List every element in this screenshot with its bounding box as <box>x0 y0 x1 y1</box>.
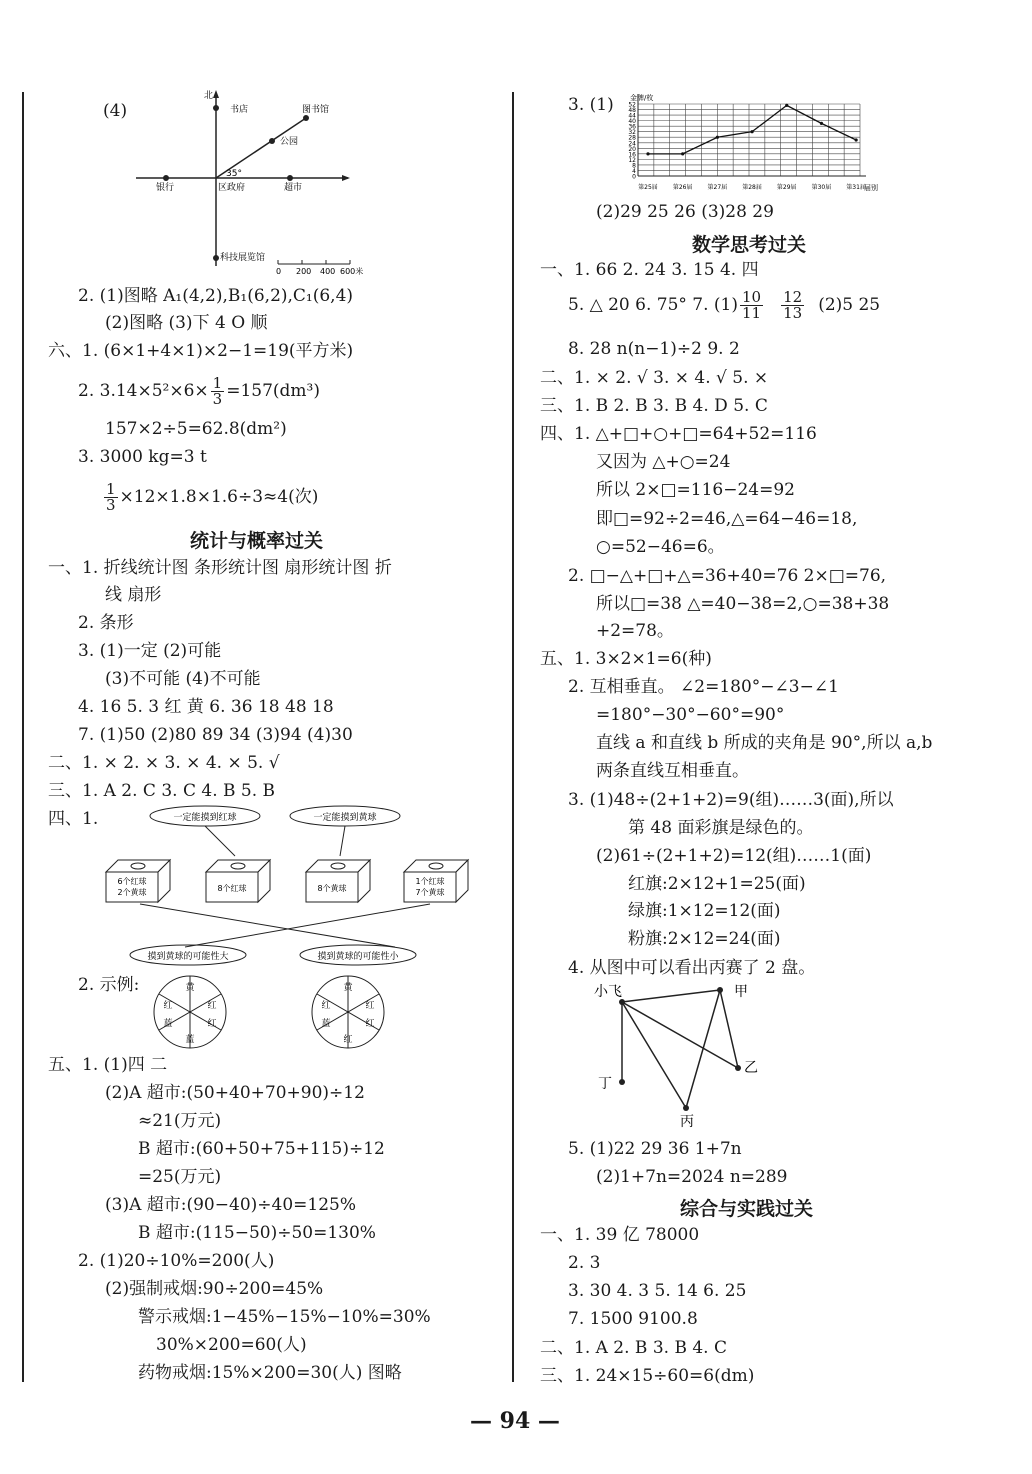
answer-line: 二、1. × 2. √ 3. × 4. √ 5. × <box>540 368 769 388</box>
expr-part: 5. △ 20 6. 75° 7. (1) <box>568 295 738 315</box>
chart-x-tick: 第28届 <box>742 184 762 191</box>
answer-line: 三、1. B 2. B 3. B 4. D 5. C <box>540 396 768 416</box>
supermarket-label: 超市 <box>284 183 303 193</box>
chart-y-tick: 16 <box>628 151 636 159</box>
answer-line <box>78 376 320 407</box>
chart-y-tick: 48 <box>628 107 636 115</box>
answer-line: 红旗:2×12+1=25(面) <box>628 874 806 894</box>
answer-line: 2. 示例: <box>78 975 140 995</box>
answer-line: 粉旗:2×12=24(面) <box>628 929 781 949</box>
chart-y-tick: 40 <box>628 118 636 126</box>
chart-y-tick: 0 <box>632 173 636 181</box>
answer-line: 又因为 △+○=24 <box>596 452 731 472</box>
scale-400: 400 <box>320 267 336 276</box>
svg-text:蓝: 蓝 <box>321 1019 331 1029</box>
answer-line: 第 48 面彩旗是绿色的。 <box>628 818 814 838</box>
scale-600: 600米 <box>340 267 364 276</box>
chart-point <box>855 138 858 141</box>
answer-line: 即□=92÷2=46,△=64−46=18, <box>596 509 858 529</box>
answer-line: 两条直线互相垂直。 <box>596 761 749 781</box>
answer-line: (2)29 25 26 (3)28 29 <box>596 202 774 222</box>
chart-x-tick: 第26届 <box>672 184 693 191</box>
answer-line: 4. 16 5. 3 红 黄 6. 36 18 48 18 <box>78 697 334 717</box>
left-margin-rule <box>22 92 24 1382</box>
answer-line: B 超市:(60+50+75+115)÷12 <box>138 1139 385 1159</box>
chart-x-tick: 第29届 <box>776 184 797 191</box>
answer-line: 直线 a 和直线 b 所成的夹角是 90°,所以 a,b <box>596 733 933 753</box>
chart-y-tick: 52 <box>628 101 636 109</box>
fraction-12-13: $\frac{12}{13}$ <box>783 288 803 322</box>
ball-box-diagram <box>100 802 490 968</box>
chart-y-tick: 8 <box>632 162 636 170</box>
district-gov-label: 区政府 <box>218 183 246 193</box>
svg-text:红: 红 <box>365 1001 375 1011</box>
angle-label: 35° <box>226 169 242 179</box>
answer-line: 2. (1)图略 A₁(4,2),B₁(6,2),C₁(6,4) <box>78 286 354 306</box>
chart-series-line <box>648 105 856 153</box>
answer-line: 3. 30 4. 3 5. 14 6. 25 <box>568 1281 747 1301</box>
answer-line: 2. 条形 <box>78 613 134 633</box>
bookstore-label: 书店 <box>230 105 249 115</box>
node-jia: 甲 <box>734 984 748 1000</box>
chart-ylabel: 金牌/枚 <box>630 94 654 102</box>
expr-part: ×12×1.8×1.6÷3≈4(次) <box>119 487 319 507</box>
q3-label: 3. (1) <box>568 95 614 115</box>
answer-line: 2. (1)20÷10%=200(人) <box>78 1251 275 1271</box>
answer-line: 157×2÷5=62.8(dm²) <box>105 419 287 439</box>
answer-line: (2)1+7n=2024 n=289 <box>596 1167 788 1187</box>
answer-line <box>568 290 880 321</box>
chart-y-tick: 36 <box>628 123 636 131</box>
svg-text:黄: 黄 <box>185 983 195 993</box>
box-3 <box>306 860 370 902</box>
chart-y-tick: 20 <box>628 145 636 153</box>
expr-part: =157(dm³) <box>226 381 320 401</box>
answer-line: 线 扇形 <box>105 585 162 605</box>
chart-x-tick: 第31届 <box>846 184 866 191</box>
svg-text:红: 红 <box>207 1019 217 1029</box>
column-divider <box>512 92 514 1382</box>
answer-line: 2. □−△+□+△=36+40=76 2×□=76, <box>568 566 887 586</box>
chart-point <box>820 122 823 125</box>
answer-line: 药物戒烟:15%×200=30(人) 图略 <box>138 1363 402 1383</box>
answer-line: ≈21(万元) <box>138 1111 222 1131</box>
answer-line: ○=52−46=6。 <box>596 537 725 557</box>
answer-line: 3. (1)48÷(2+1+2)=9(组)……3(面),所以 <box>568 790 894 810</box>
node-yi: 乙 <box>744 1060 758 1076</box>
svg-text:蓝: 蓝 <box>185 1035 195 1045</box>
answer-line: 一、1. 折线统计图 条形统计图 扇形统计图 折 <box>48 558 392 578</box>
svg-text:蓝: 蓝 <box>163 1019 173 1029</box>
answer-line: 一、1. 66 2. 24 3. 15 4. 四 <box>540 260 759 280</box>
chart-y-tick: 24 <box>628 140 636 148</box>
answer-line: 二、1. A 2. B 3. B 4. C <box>540 1338 727 1358</box>
ellipse-top-1: 一定能摸到红球 <box>173 813 237 823</box>
spinner-diagrams <box>150 972 390 1056</box>
answer-line: 三、1. 24×15÷60=6(dm) <box>540 1366 755 1386</box>
node-xiaofei: 小飞 <box>594 984 622 1000</box>
answer-line: 五、1. (1)四 二 <box>48 1055 168 1075</box>
svg-text:红: 红 <box>365 1019 375 1029</box>
library-label: 图书馆 <box>302 105 330 115</box>
park-label: 公园 <box>280 137 299 147</box>
bank-label: 银行 <box>156 183 175 193</box>
box2-text: 8个红球 <box>217 884 247 893</box>
section-title-math: 数学思考过关 <box>692 234 807 256</box>
chart-x-tick: 第30届 <box>811 184 832 191</box>
answer-line: 4. 从图中可以看出丙赛了 2 盘。 <box>568 958 816 978</box>
answer-line: 所以 2×□=116−24=92 <box>596 480 795 500</box>
ellipse-top-2: 一定能摸到黄球 <box>313 813 377 823</box>
chart-point <box>716 136 719 139</box>
answer-line: +2=78。 <box>596 621 674 641</box>
chart-x-tick: 第27届 <box>707 184 728 191</box>
answer-line: 二、1. × 2. × 3. × 4. × 5. √ <box>48 753 280 773</box>
answer-line: =180°−30°−60°=90° <box>596 705 785 725</box>
ellipse-bottom-1: 摸到黄球的可能性大 <box>147 952 229 962</box>
answer-line: 所以□=38 △=40−38=2,○=38+38 <box>596 594 890 614</box>
answer-line: (2)图略 (3)下 4 O 顺 <box>105 313 268 333</box>
page-number: — 94 — <box>470 1408 560 1434</box>
box3-text: 8个黄球 <box>317 884 347 893</box>
answer-line: 2. 互相垂直。 ∠2=180°−∠3−∠1 <box>568 677 839 697</box>
svg-text:红: 红 <box>163 1001 173 1011</box>
chart-point <box>750 130 753 133</box>
node-ding: 丁 <box>598 1076 612 1092</box>
expr-part: 2. 3.14×5²×6× <box>78 381 209 401</box>
answer-line: B 超市:(115−50)÷50=130% <box>138 1223 376 1243</box>
chart-y-tick: 32 <box>628 129 636 137</box>
section-title-practice: 综合与实践过关 <box>680 1198 814 1220</box>
svg-text:红: 红 <box>343 1035 353 1045</box>
answer-line: 四、1. △+□+○+□=64+52=116 <box>540 424 817 444</box>
spinner-1 <box>154 976 226 1048</box>
answer-line: 警示戒烟:1−45%−15%−10%=30% <box>138 1307 431 1327</box>
answer-line: (2)61÷(2+1+2)=12(组)……1(面) <box>596 846 872 866</box>
answer-line: 7. 1500 9100.8 <box>568 1309 698 1329</box>
answer-line: 30%×200=60(人) <box>156 1335 307 1355</box>
answer-line: 三、1. A 2. C 3. C 4. B 5. B <box>48 781 276 801</box>
answer-line: 7. (1)50 (2)80 89 34 (3)94 (4)30 <box>78 725 353 745</box>
answer-line: 2. 3 <box>568 1253 601 1273</box>
coordinate-map <box>130 88 370 284</box>
answer-line: 四、1. <box>48 809 99 829</box>
chart-point <box>681 152 684 155</box>
chart-y-tick: 4 <box>632 167 636 175</box>
answer-line: (3)A 超市:(90−40)÷40=125% <box>105 1195 356 1215</box>
chart-point <box>785 104 788 107</box>
svg-text:黄: 黄 <box>343 983 353 993</box>
ellipse-bottom-2: 摸到黄球的可能性小 <box>317 952 399 962</box>
answer-line: (3)不可能 (4)不可能 <box>105 669 261 689</box>
svg-text:红: 红 <box>207 1001 217 1011</box>
answer-line: (2)强制戒烟:90÷200=45% <box>105 1279 324 1299</box>
fraction-10-11: $\frac{10}{11}$ <box>742 288 762 322</box>
answer-line <box>102 482 318 513</box>
north-label: 北 <box>204 91 214 101</box>
box4-text-b: 7个黄球 <box>415 888 445 897</box>
answer-line: (2)A 超市:(50+40+70+90)÷12 <box>105 1083 365 1103</box>
answer-line: 8. 28 n(n−1)÷2 9. 2 <box>568 339 740 359</box>
match-graph <box>590 976 770 1128</box>
chart-point <box>646 152 649 155</box>
expr-part: (2)5 25 <box>818 295 881 315</box>
box-2 <box>206 860 270 902</box>
answer-line: 六、1. (6×1+4×1)×2−1=19(平方米) <box>48 341 354 361</box>
gold-medal-line-chart <box>620 92 888 196</box>
svg-text:红: 红 <box>321 1001 331 1011</box>
answer-line: 5. (1)22 29 36 1+7n <box>568 1139 742 1159</box>
chart-y-tick: 12 <box>628 156 636 164</box>
chart-y-tick: 44 <box>628 112 636 120</box>
scale-200: 200 <box>296 267 312 276</box>
chart-y-tick: 28 <box>628 134 636 142</box>
box4-text-a: 1个红球 <box>415 877 445 886</box>
section-title-stats: 统计与概率过关 <box>190 530 324 552</box>
chart-xlabel: 届别 <box>864 184 878 192</box>
museum-label: 科技展览馆 <box>220 253 266 263</box>
q4-label: (4) <box>103 101 128 121</box>
answer-line: 3. 3000 kg=3 t <box>78 447 207 467</box>
node-bing: 丙 <box>680 1114 694 1128</box>
answer-line: =25(万元) <box>138 1167 222 1187</box>
answer-line: 绿旗:1×12=12(面) <box>628 901 781 921</box>
answer-line: 3. (1)一定 (2)可能 <box>78 641 222 661</box>
fraction-1-3: $\frac{1}{3}$ <box>106 480 116 514</box>
box1-text-a: 6个红球 <box>117 877 147 886</box>
fraction-1-3: $\frac{1}{3}$ <box>212 374 223 408</box>
scale-0: 0 <box>276 267 282 276</box>
spinner-2 <box>312 976 384 1048</box>
answer-line: 五、1. 3×2×1=6(种) <box>540 649 712 669</box>
answer-line: 一、1. 39 亿 78000 <box>540 1225 700 1245</box>
box1-text-b: 2个黄球 <box>117 888 147 897</box>
chart-x-tick: 第25届 <box>638 184 658 191</box>
